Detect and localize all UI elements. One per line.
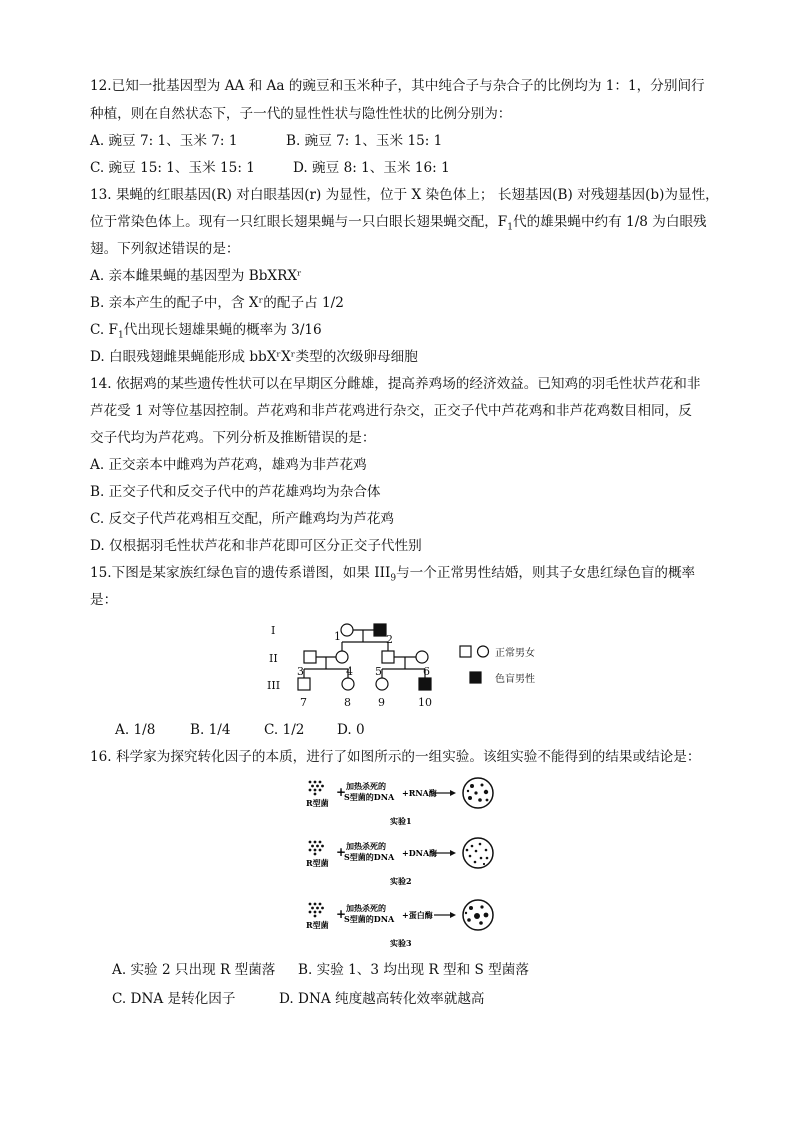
exp2-dna-label-2: S型菌的DNA [344, 852, 395, 862]
q13-stem-line2: 位于常染色体上。现有一只红眼长翅果蝇与一只白眼长翅果蝇交配，$F_1$代的雄果蝇中约有 1/8 为白眼残 [90, 214, 707, 233]
label-9: 9 [378, 696, 385, 709]
q15-stem-line1: 15.下图是某家族红绿色盲的遗传系谱图，如果 $III_9$与一个正常男性结婚，则其子女患红绿色盲的概率 [90, 565, 696, 584]
legend-affected-male-icon [470, 672, 481, 683]
transformation-experiment-diagram [300, 776, 510, 954]
q16-option-b: B. 实验 1、3 均出现 R 型和 S 型菌落 [298, 962, 529, 978]
q14-stem-line1: 14. 依据鸡的某些遗传性状可以在早期区分雌雄，提高养鸡场的经济效益。已知鸡的羽毛性状芦花和非 [90, 376, 701, 392]
q14-option-b: B. 正交子代和反交子代中的芦花雄鸡均为杂合体 [90, 484, 381, 500]
exp3-dna-label-2: S型菌的DNA [344, 914, 395, 924]
individual-9-female [376, 678, 388, 690]
exp2-enzyme-label: +DNA酶 [402, 848, 438, 858]
svg-text:+: + [336, 907, 347, 921]
exp3-dna-label-1: 加热杀死的 [346, 903, 386, 913]
individual-8-female [342, 678, 354, 690]
exp1-dna-label-2: S型菌的DNA [344, 792, 395, 802]
generation-label-1: I [271, 624, 276, 637]
label-4: 4 [346, 665, 353, 678]
label-10: 10 [418, 696, 432, 709]
q14-option-d: D. 仅根据羽毛性状芦花和非芦花即可区分正交子代性别 [90, 538, 422, 554]
q12-option-d: D. 豌豆 8: 1、玉米 16: 1 [293, 160, 450, 176]
individual-2-affected-male [374, 624, 386, 636]
exp1-label: 实验1 [390, 816, 412, 826]
q12-stem-line1: 12.已知一批基因型为 AA 和 Aa 的豌豆和玉米种子，其中纯合子与杂合子的比例均为 1：1，分别间行 [90, 78, 705, 94]
q15-option-b: B. 1/4 [190, 722, 231, 738]
exp1-cell-label: R型菌 [306, 798, 329, 808]
q14-stem-line3: 交子代均为芦花鸡。下列分析及推断错误的是： [90, 430, 376, 446]
q15-option-c: C. 1/2 [264, 722, 305, 738]
experiment-2 [306, 838, 493, 886]
q13-option-b: B. 亲本产生的配子中，含 Xʳ的配子占 1/2 [90, 295, 344, 311]
generation-label-3: III [267, 679, 281, 692]
label-1: 1 [334, 630, 341, 643]
q13-stem-line1: 13. 果蝇的红眼基因(R) 对白眼基因(r) 为显性，位于 X 染色体上； 长翅基因(B) 对残翅基因(b)为显性， [90, 187, 719, 203]
exp1-enzyme-label: +RNA酶 [402, 788, 437, 798]
q15-stem-line2: 是： [90, 592, 118, 608]
label-2: 2 [386, 633, 393, 646]
experiment-3 [306, 900, 493, 948]
legend-normal-label: 正常男女 [495, 648, 535, 659]
q13-option-d: D. 白眼残翅雌果蝇能形成 bbXʳXʳ类型的次级卵母细胞 [90, 349, 418, 365]
svg-text:+: + [336, 785, 347, 799]
individual-6-female [416, 651, 428, 663]
q16-option-a: A. 实验 2 只出现 R 型菌落 [112, 962, 276, 978]
q15-option-a: A. 1/8 [115, 722, 156, 738]
exp1-petri-dish [463, 778, 493, 808]
svg-text:+: + [336, 845, 347, 859]
exp3-label: 实验3 [390, 938, 412, 948]
q16-option-d: D. DNA 纯度越高转化效率就越高 [279, 991, 485, 1007]
q14-option-c: C. 反交子代芦花鸡相互交配，所产雌鸡均为芦花鸡 [90, 511, 395, 527]
legend-normal-female-icon [478, 646, 489, 657]
q13-option-c: C. $F_1$代出现长翅雄果蝇的概率为 3/16 [90, 322, 322, 341]
individual-4-female [336, 651, 348, 663]
label-7: 7 [300, 696, 307, 709]
q16-option-c: C. DNA 是转化因子 [112, 991, 236, 1007]
q12-option-c: C. 豌豆 15: 1、玉米 15: 1 [90, 160, 255, 176]
individual-5-male [382, 651, 394, 663]
q13-option-a: A. 亲本雌果蝇的基因型为 BbXRXʳ [90, 268, 302, 284]
generation-label-2: II [269, 652, 278, 665]
label-5: 5 [375, 665, 382, 678]
individual-3-male [304, 651, 316, 663]
q12-option-b: B. 豌豆 7: 1、玉米 15: 1 [286, 133, 443, 149]
legend-affected-label: 色盲男性 [495, 674, 535, 685]
exp2-label: 实验2 [390, 876, 412, 886]
q12-option-a: A. 豌豆 7: 1、玉米 7: 1 [90, 133, 238, 149]
q16-stem-line1: 16. 科学家为探究转化因子的本质，进行了如图所示的一组实验。该组实验不能得到的结果或结论是： [90, 749, 701, 765]
individual-7-male [298, 678, 310, 690]
individual-1-female [341, 624, 353, 636]
q14-stem-line2: 芦花受 1 对等位基因控制。芦花鸡和非芦花鸡进行杂交，正交子代中芦花鸡和非芦花鸡数目相同，反 [90, 403, 692, 419]
label-3: 3 [297, 665, 304, 678]
experiment-1 [306, 778, 493, 826]
individual-10-affected-male [419, 678, 431, 690]
q15-option-d: D. 0 [337, 722, 365, 738]
q12-stem-line2: 种植，则在自然状态下，子一代的显性性状与隐性性状的比例分别为： [90, 106, 512, 122]
label-8: 8 [344, 696, 351, 709]
exp3-enzyme-label: +蛋白酶 [402, 910, 433, 920]
q13-stem-line3: 翅。下列叙述错误的是： [90, 241, 240, 257]
legend-normal-male-icon [460, 646, 471, 657]
exp3-cell-label: R型菌 [306, 920, 329, 930]
exp2-dna-label-1: 加热杀死的 [346, 841, 386, 851]
pedigree-diagram [255, 618, 555, 718]
exp2-petri-dish [463, 838, 493, 868]
exp2-cell-label: R型菌 [306, 858, 329, 868]
q14-option-a: A. 正交亲本中雌鸡为芦花鸡，雄鸡为非芦花鸡 [90, 457, 367, 473]
exp1-dna-label-1: 加热杀死的 [346, 781, 386, 791]
label-6: 6 [423, 665, 430, 678]
